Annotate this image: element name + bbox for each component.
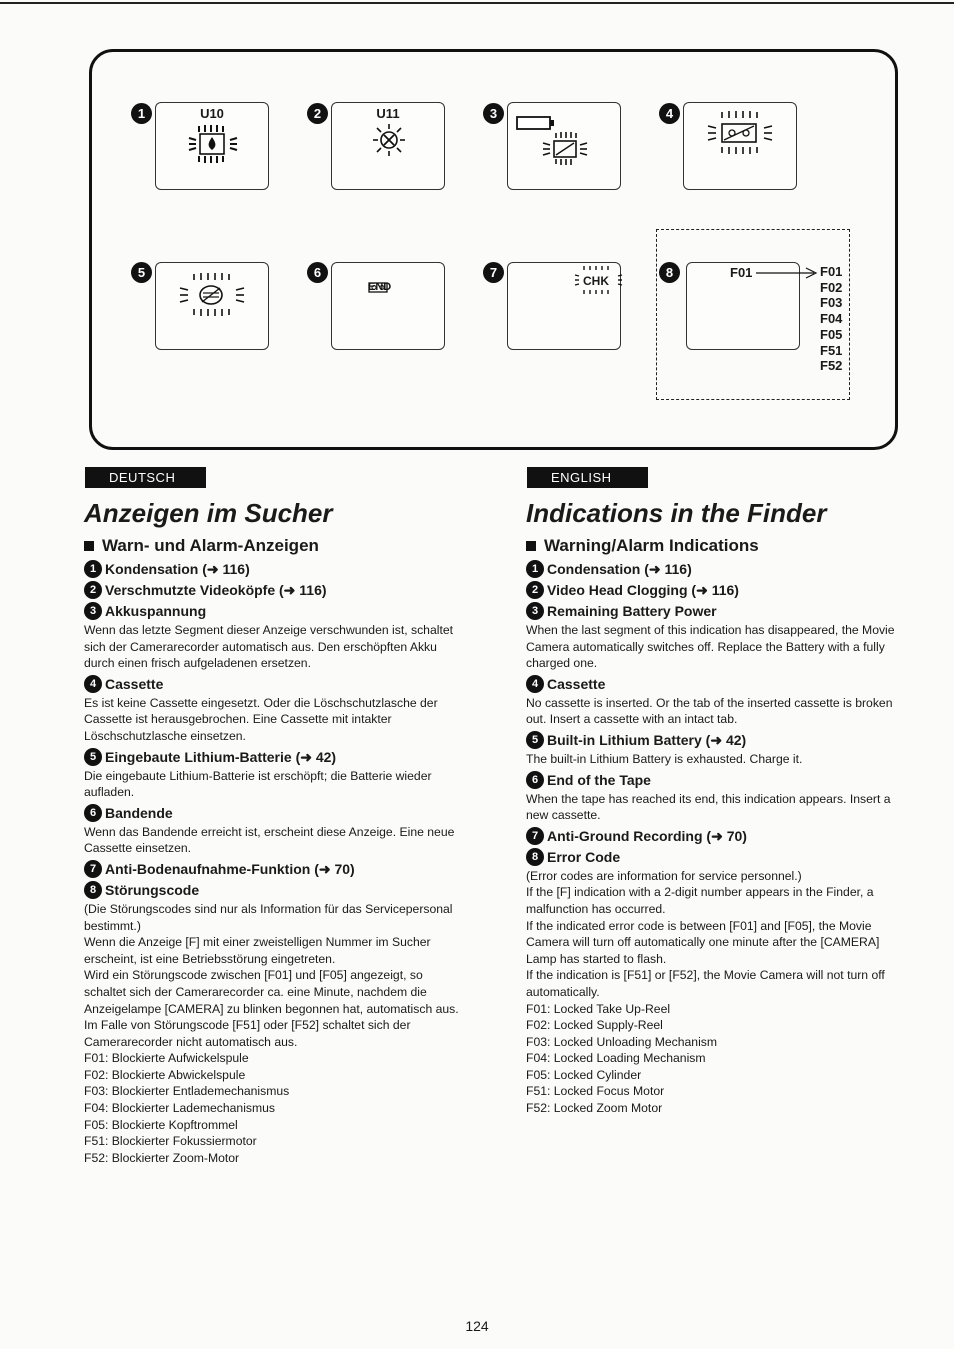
item-text-5: Die eingebaute Lithium-Batterie ist erschöpft; die Batterie wieder aufladen.	[84, 768, 432, 800]
chk-label: CHK	[583, 274, 609, 288]
error-code: F51	[820, 342, 843, 358]
end-label: END	[368, 281, 392, 293]
item-text-8d: Im Falle von Störungscode [F51] oder [F52] schaltet sich der Camerarecorder nicht automatisch aus.	[84, 1018, 411, 1049]
item-text-8a: (Die Störungscodes sind nur als Information für das Servicepersonal bestimmt.)	[84, 901, 453, 933]
item-heading-8: 8 Störungscode	[84, 881, 460, 899]
finder-screen-lithium-battery	[155, 262, 269, 350]
condensation-icon	[188, 123, 238, 167]
number-badge-icon: 3	[526, 602, 544, 620]
item-heading-5: 5 Eingebaute Lithium-Batterie (➜ 42)	[84, 748, 460, 766]
battery-icon	[516, 115, 556, 131]
error-code-line: F03: Blockierter Entlademechanismus	[84, 1084, 290, 1099]
number-badge-icon: 1	[84, 560, 102, 578]
section-heading: Warning/Alarm Indications	[526, 536, 902, 556]
number-badge-icon: 4	[84, 675, 102, 693]
item-number-2: 2	[307, 103, 328, 124]
error-code: F04	[820, 311, 843, 327]
item-text-8b: Wenn die Anzeige [F] mit einer zweistelligen Nummer im Sucher erscheint, ist eine Betriebsstörung eingetreten.	[84, 935, 431, 966]
item-heading-4: 4 Cassette	[84, 675, 460, 693]
language-tab-english: ENGLISH	[527, 467, 648, 488]
top-rule	[0, 2, 954, 4]
number-badge-icon: 7	[84, 860, 102, 878]
item-text-4: No cassette is inserted. Or the tab of the inserted cassette is broken out. Insert a cassette with an intact tab.	[526, 695, 893, 727]
arrow-icon	[756, 267, 818, 279]
item-number-1: 1	[131, 103, 152, 124]
error-code-line: F05: Locked Cylinder	[526, 1067, 642, 1082]
error-code: F02	[820, 279, 843, 295]
item-heading-6: 6 Bandende	[84, 804, 460, 822]
german-column	[84, 498, 460, 1166]
item-text-8c: Wird ein Störungscode zwischen [F01] und [F05] angezeigt, so schaltet sich der Camerarecorder ca. eine Minute, nachdem die Anzeigelampe [CAMERA] zu blinken begonnen hat, automatisch aus.	[84, 968, 459, 1016]
screen-label-u11: U11	[376, 106, 400, 121]
error-code-line: F04: Blockierter Lademechanismus	[84, 1101, 276, 1116]
language-tab-deutsch: DEUTSCH	[85, 467, 206, 488]
item-heading-3: 3 Akkuspannung	[84, 602, 460, 620]
number-badge-icon: 2	[84, 581, 102, 599]
error-code-list	[820, 264, 842, 374]
item-text-5: The built-in Lithium Battery is exhausted. Charge it.	[526, 751, 803, 766]
item-number-8: 8	[659, 262, 680, 283]
item-number-3: 3	[483, 103, 504, 124]
error-code-line: F51: Locked Focus Motor	[526, 1084, 665, 1099]
error-code-line: F02: Locked Supply-Reel	[526, 1018, 663, 1033]
item-heading-1: 1 Kondensation (➜ 116)	[84, 560, 460, 578]
item-text-6: When the tape has reached its end, this indication appears. Insert a new cassette.	[526, 791, 891, 823]
lithium-battery-icon	[178, 271, 246, 321]
number-badge-icon: 5	[84, 748, 102, 766]
error-code-line: F02: Blockierte Abwickelspule	[84, 1067, 246, 1082]
number-badge-icon: 2	[526, 581, 544, 599]
item-heading-6: 6 End of the Tape	[526, 771, 902, 789]
number-badge-icon: 5	[526, 731, 544, 749]
tape-end-indicator	[368, 281, 391, 293]
square-bullet-icon	[526, 541, 536, 551]
item-heading-8: 8 Error Code	[526, 848, 902, 866]
tape-icon	[368, 282, 388, 293]
number-badge-icon: 8	[526, 848, 544, 866]
page-number: 124	[465, 1318, 489, 1334]
error-code-line: F51: Blockierter Fokussiermotor	[84, 1134, 257, 1149]
error-code-line: F52: Locked Zoom Motor	[526, 1101, 663, 1116]
error-code: F52	[820, 358, 843, 374]
error-code-line: F01: Blockierte Aufwickelspule	[84, 1051, 249, 1066]
english-column	[526, 498, 902, 1117]
number-badge-icon: 7	[526, 827, 544, 845]
square-bullet-icon	[84, 541, 94, 551]
item-heading-2: 2 Verschmutzte Videoköpfe (➜ 116)	[84, 581, 460, 599]
item-number-5: 5	[131, 262, 152, 283]
item-heading-7: 7 Anti-Bodenaufnahme-Funktion (➜ 70)	[84, 860, 460, 878]
section-heading: Warn- und Alarm-Anzeigen	[84, 536, 460, 556]
item-heading-2: 2 Video Head Clogging (➜ 116)	[526, 581, 902, 599]
item-heading-4: 4 Cassette	[526, 675, 902, 693]
item-heading-1: 1 Condensation (➜ 116)	[526, 560, 902, 578]
number-badge-icon: 8	[84, 881, 102, 899]
item-number-4: 4	[659, 103, 680, 124]
item-text-8c: If the indicated error code is between [F01] and [F05], the Movie Camera will turn off automatically one minute after the [CAMERA] Lamp has started to flash.	[526, 918, 880, 966]
cassette-warning-icon	[542, 131, 588, 167]
item-text-3: Wenn das letzte Segment dieser Anzeige verschwunden ist, schaltet sich der Camerarecorder automatisch aus. Den erschöpften Akku durch einen frisch aufgeladenen ersetzen.	[84, 623, 453, 671]
error-code: F01	[820, 264, 843, 279]
item-heading-5: 5 Built-in Lithium Battery (➜ 42)	[526, 731, 902, 749]
finder-screen-tape-end	[331, 262, 445, 350]
error-code-line: F04: Locked Loading Mechanism	[526, 1051, 706, 1066]
error-code-line: F03: Locked Unloading Mechanism	[526, 1034, 718, 1049]
error-code-display: F01	[730, 265, 753, 280]
item-text-4: Es ist keine Cassette eingesetzt. Oder die Löschschutzlasche der Cassette ist herausgebrochen. Eine Cassette mit intakter Löschschutzlasche einsetzen.	[84, 695, 438, 743]
error-code: F05	[820, 326, 843, 342]
finder-screen-battery	[507, 102, 621, 190]
item-text-8d: If the indication is [F51] or [F52], the Movie Camera will not turn off automatically.	[526, 968, 885, 999]
item-text-6: Wenn das Bandende erreicht ist, erscheint diese Anzeige. Eine neue Cassette einsetzen.	[84, 824, 455, 856]
item-number-7: 7	[483, 262, 504, 283]
page-title: Anzeigen im Sucher	[84, 498, 333, 528]
error-code-line: F52: Blockierter Zoom-Motor	[84, 1150, 240, 1165]
error-code-line: F05: Blockierte Kopftrommel	[84, 1117, 238, 1132]
error-code: F03	[820, 295, 843, 311]
screen-label-u10: U10	[200, 106, 224, 121]
number-badge-icon: 6	[84, 804, 102, 822]
number-badge-icon: 6	[526, 771, 544, 789]
finder-screen-anti-ground	[507, 262, 621, 350]
item-text-8b: If the [F] indication with a 2-digit number appears in the Finder, a malfunction has occurred.	[526, 885, 874, 916]
cassette-icon	[706, 109, 774, 159]
item-heading-3: 3 Remaining Battery Power	[526, 602, 902, 620]
finder-screen-cassette	[683, 102, 797, 190]
item-number-6: 6	[307, 262, 328, 283]
number-badge-icon: 4	[526, 675, 544, 693]
video-head-icon	[372, 123, 406, 157]
number-badge-icon: 1	[526, 560, 544, 578]
page-title: Indications in the Finder	[526, 498, 827, 528]
item-text-3: When the last segment of this indication has disappeared, the Movie Camera automatically switches off. Replace the Battery with a fully charged one.	[526, 623, 895, 671]
error-code-line: F01: Locked Take Up-Reel	[526, 1001, 671, 1016]
item-heading-7: 7 Anti-Ground Recording (➜ 70)	[526, 827, 902, 845]
finder-screen-condensation	[155, 102, 269, 190]
finder-screen-head-clogging	[331, 102, 445, 190]
item-text-8a: (Error codes are information for service personnel.)	[526, 868, 802, 883]
number-badge-icon: 3	[84, 602, 102, 620]
